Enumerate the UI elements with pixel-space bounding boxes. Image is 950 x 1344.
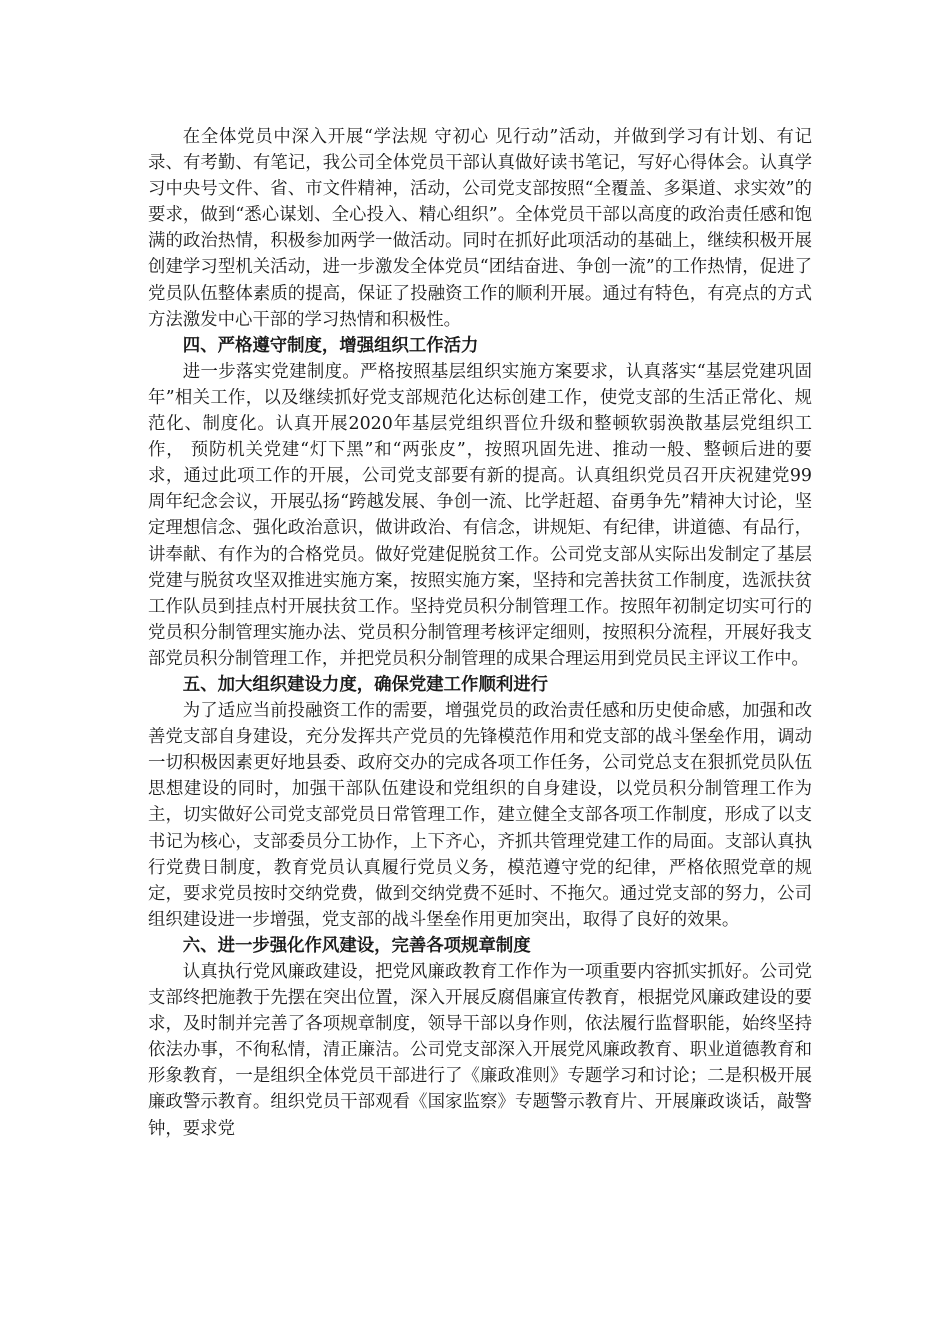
paragraph-integrity-education: 认真执行党风廉政建设，把党风廉政教育工作作为一项重要内容抓实抓好。公司党支部终把施教于先摆在突出位置，深入开展反腐倡廉宣传教育，根据党风廉政建设的要求，及时制并完善了各项规章制度，领导干部以身作则，依法履行监督职能，始终坚持依法办事，不徇私情，清正廉洁。公司党支部深入开展党风廉政教育、职业道德教育和形象教育，一是组织全体党员干部进行了《廉政准则》专题学习和讨论；二是积极开展廉政警示教育。组织党员干部观看《国家监察》专题警示教育片、开展廉政谈话，敲警钟，要求党: [148, 962, 812, 1139]
paragraph-organization-building: 为了适应当前投融资工作的需要，增强党员的政治责任感和历史使命感，加强和改善党支部自身建设，充分发挥共产党员的先锋模范作用和党支部的战斗堡垒作用，调动一切积极因素更好地县委、政府交办的完成各项工作任务，公司党总支在狠抓党员队伍思想建设的同时，加强干部队伍建设和党组织的自身建设，以党员积分制管理工作为主，切实做好公司党支部党员日常管理工作，建立健全支部各项工作制度，形成了以支书记为核心，支部委员分工协作，上下齐心，齐抓共管理党建工作的局面。支部认真执行党费日制度，教育党员认真履行党员义务，模范遵守党的纪律，严格依照党章的规定，要求党员按时交纳党费，做到交纳党费不延时、不拖欠。通过党支部的努力，公司组织建设进一步增强，党支部的战斗堡垒作用更加突出，取得了良好的效果。: [148, 701, 812, 930]
paragraph-study-activity: 在全体党员中深入开展“学法规 守初心 见行动”活动，并做到学习有计划、有记录、有考勤、有笔记，我公司全体党员干部认真做好读书笔记，写好心得体会。认真学习中央号文件、省、市文件精神，活动，公司党支部按照“全覆盖、多渠道、求实效”的要求，做到“悉心谋划、全心投入、精心组织”。全体党员干部以高度的政治责任感和饱满的政治热情，积极参加两学一做活动。同时在抓好此项活动的基础上，继续积极开展创建学习型机关活动，进一步激发全体党员“团结奋进、争创一流”的工作热情，促进了党员队伍整体素质的提高，保证了投融资工作的顺利开展。通过有特色，有亮点的方式方法激发中心干部的学习热情和积极性。: [148, 127, 812, 330]
section-heading-4: 四、严格遵守制度，增强组织工作活力: [182, 335, 479, 356]
paragraph-party-system: 进一步落实党建制度。严格按照基层组织实施方案要求，认真落实“基层党建巩固年”相关工作，以及继续抓好党支部规范化达标创建工作，使党支部的生活正常化、规范化、制度化。认真开展2020年基层党组织晋位升级和整顿软弱涣散基层党组织工作， 预防机关党建“灯下黑”和“两张皮”，按照巩固先进、推动一般、整顿后进的要求，通过此项工作的开展，公司党支部要有新的提高。认真组织党员召开庆祝建党99周年纪念会议，开展弘扬“跨越发展、争创一流、比学赶超、奋勇争先”精神大讨论，坚定理想信念、强化政治意识，做讲政治、有信念，讲规矩、有纪律，讲道德、有品行，讲奉献、有作为的合格党员。做好党建促脱贫工作。公司党支部从实际出发制定了基层党建与脱贫攻坚双推进实施方案，按照实施方案，坚持和完善扶贫工作制度，选派扶贫工作队员到挂点村开展扶贫工作。坚持党员积分制管理工作。按照年初制定切实可行的党员积分制管理实施办法、党员积分制管理考核评定细则，按照积分流程，开展好我支部党员积分制管理工作，并把党员积分制管理的成果合理运用到党员民主评议工作中。: [148, 361, 812, 669]
section-heading-5: 五、加大组织建设力度，确保党建工作顺利进行: [182, 674, 549, 695]
section-heading-6: 六、进一步强化作风建设，完善各项规章制度: [182, 935, 531, 956]
document-body: [148, 124, 812, 1142]
